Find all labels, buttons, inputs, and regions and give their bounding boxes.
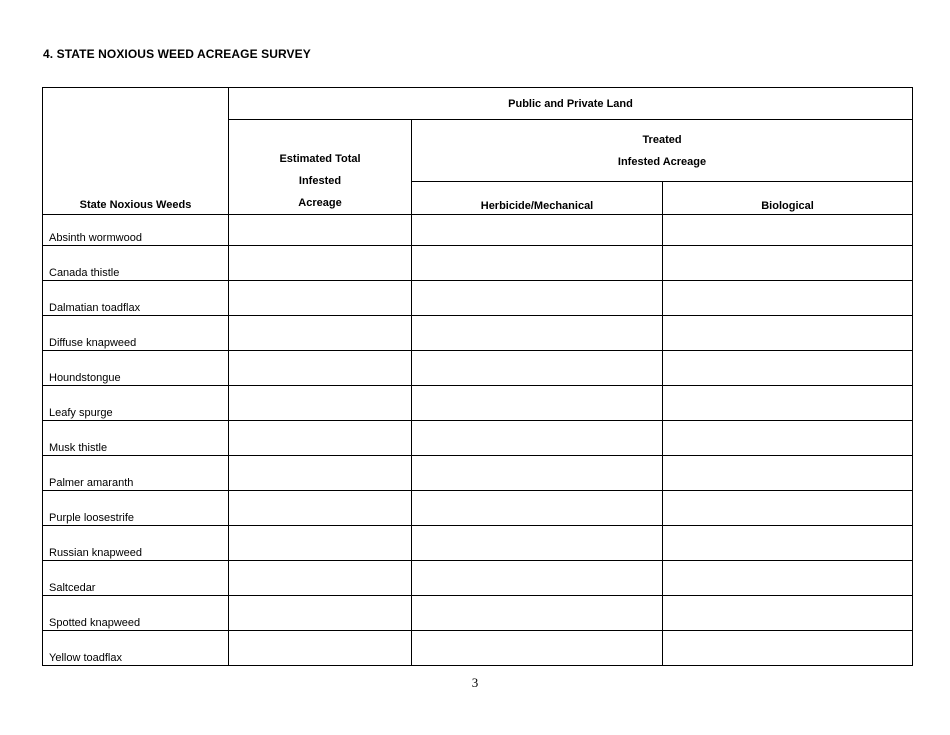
section-title: 4. STATE NOXIOUS WEED ACREAGE SURVEY (43, 47, 311, 61)
table-row (43, 491, 913, 526)
herbicide-mechanical-cell[interactable] (412, 456, 663, 491)
herbicide-mechanical-cell[interactable] (412, 526, 663, 561)
page-number: 3 (471, 675, 479, 690)
herbicide-mechanical-cell[interactable] (412, 561, 663, 596)
estimated-acreage-cell[interactable] (229, 246, 412, 281)
table-row (43, 351, 913, 386)
estimated-acreage-cell[interactable] (229, 596, 412, 631)
header-biological: Biological (663, 182, 913, 215)
table-row (43, 526, 913, 561)
weed-acreage-table (42, 87, 913, 666)
biological-cell[interactable] (663, 386, 913, 421)
header-estimated-total-infested-acreage (229, 120, 412, 215)
herbicide-mechanical-cell[interactable] (412, 631, 663, 666)
header-estimated-line-1: Estimated Total (279, 153, 361, 165)
weed-name-cell: Spotted knapweed (43, 596, 229, 631)
weed-name-cell: Saltcedar (43, 561, 229, 596)
biological-cell[interactable] (663, 491, 913, 526)
herbicide-mechanical-cell[interactable] (412, 491, 663, 526)
table-row (43, 456, 913, 491)
header-treated-line-1: Treated (642, 133, 682, 146)
estimated-acreage-cell[interactable] (229, 215, 412, 246)
weed-name-cell: Leafy spurge (43, 386, 229, 421)
table-row (43, 281, 913, 316)
weed-rows (43, 215, 913, 666)
header-treated-infested-acreage (412, 120, 913, 182)
estimated-acreage-cell[interactable] (229, 351, 412, 386)
table-row (43, 596, 913, 631)
herbicide-mechanical-cell[interactable] (412, 215, 663, 246)
estimated-acreage-cell[interactable] (229, 631, 412, 666)
estimated-acreage-cell[interactable] (229, 456, 412, 491)
biological-cell[interactable] (663, 526, 913, 561)
estimated-acreage-cell[interactable] (229, 526, 412, 561)
weed-name-cell: Canada thistle (43, 246, 229, 281)
biological-cell[interactable] (663, 421, 913, 456)
herbicide-mechanical-cell[interactable] (412, 386, 663, 421)
header-estimated-line-3: Acreage (298, 197, 342, 209)
table-row (43, 246, 913, 281)
herbicide-mechanical-cell[interactable] (412, 246, 663, 281)
weed-name-cell: Yellow toadflax (43, 631, 229, 666)
herbicide-mechanical-cell[interactable] (412, 421, 663, 456)
weed-name-cell: Palmer amaranth (43, 456, 229, 491)
weed-name-cell: Houndstongue (43, 351, 229, 386)
herbicide-mechanical-cell[interactable] (412, 281, 663, 316)
table-row (43, 631, 913, 666)
weed-name-cell: Dalmatian toadflax (43, 281, 229, 316)
header-herbicide-mechanical: Herbicide/Mechanical (412, 182, 663, 215)
weed-name-cell: Russian knapweed (43, 526, 229, 561)
herbicide-mechanical-cell[interactable] (412, 316, 663, 351)
weed-name-cell: Purple loosestrife (43, 491, 229, 526)
biological-cell[interactable] (663, 316, 913, 351)
biological-cell[interactable] (663, 456, 913, 491)
header-state-noxious-weeds: State Noxious Weeds (43, 88, 229, 215)
weed-name-cell: Absinth wormwood (43, 215, 229, 246)
biological-cell[interactable] (663, 246, 913, 281)
header-public-private-land: Public and Private Land (229, 88, 913, 120)
biological-cell[interactable] (663, 351, 913, 386)
table-row (43, 561, 913, 596)
estimated-acreage-cell[interactable] (229, 386, 412, 421)
table-row (43, 215, 913, 246)
weed-name-cell: Musk thistle (43, 421, 229, 456)
table-row (43, 316, 913, 351)
biological-cell[interactable] (663, 561, 913, 596)
estimated-acreage-cell[interactable] (229, 421, 412, 456)
biological-cell[interactable] (663, 281, 913, 316)
estimated-acreage-cell[interactable] (229, 281, 412, 316)
biological-cell[interactable] (663, 631, 913, 666)
biological-cell[interactable] (663, 215, 913, 246)
estimated-acreage-cell[interactable] (229, 561, 412, 596)
table-row (43, 421, 913, 456)
header-treated-line-2: Infested Acreage (617, 155, 707, 168)
estimated-acreage-cell[interactable] (229, 316, 412, 351)
table-row (43, 386, 913, 421)
weed-name-cell: Diffuse knapweed (43, 316, 229, 351)
biological-cell[interactable] (663, 596, 913, 631)
header-estimated-line-2: Infested (298, 175, 342, 187)
herbicide-mechanical-cell[interactable] (412, 351, 663, 386)
herbicide-mechanical-cell[interactable] (412, 596, 663, 631)
estimated-acreage-cell[interactable] (229, 491, 412, 526)
